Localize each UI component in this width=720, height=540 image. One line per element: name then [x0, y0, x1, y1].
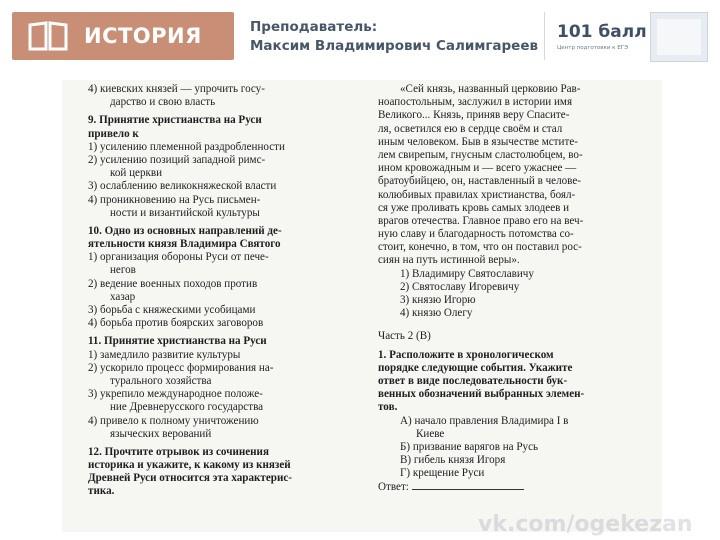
text-line: Великого... Князь, приняв веру Спасите- [378, 109, 570, 122]
text-line: стоит, конечно, в том, что он поставил рос- [378, 241, 582, 254]
text-line: 2) ведение военных походов против [88, 277, 258, 290]
subject-title: ИСТОРИЯ [84, 24, 202, 48]
brand-logo [544, 12, 647, 60]
text-line: иным человеком. Быв в язычестве мстите- [378, 135, 578, 148]
text-line: хазар [110, 290, 136, 303]
text-line: 2) Святославу Игоревичу [400, 280, 520, 293]
text-line: венных обозначений выбранных элемен- [378, 388, 585, 401]
text-line: Г) крещение Руси [400, 467, 485, 480]
text-line: ноапостольным, заслужил в истории имя [378, 96, 573, 109]
page-header [0, 0, 720, 72]
text-line: 4) киевских князей — упрочить госу- [88, 83, 265, 95]
text-line: негов [110, 264, 136, 277]
text-line: 4) борьба против боярских заговоров [88, 317, 264, 330]
text-line: Б) призвание варягов на Русь [400, 440, 539, 453]
text-line: врагов отечества. Главное право его на веч- [378, 214, 584, 227]
open-book-icon [28, 21, 68, 51]
text-line: 3) укрепило международное положе- [88, 388, 263, 401]
text-line: 3) борьба с княжескими усобицами [88, 304, 256, 316]
text-line: лем свирепым, гнусным сластолюбцем, во- [378, 148, 583, 161]
text-line: 12. Прочтите отрывок из сочинения [88, 445, 269, 458]
text-line: историка и укажите, к какому из князей [88, 459, 291, 472]
text-line: дарство и свою власть [110, 96, 216, 109]
text-line: ля, осветился ею в сердце своём и стал [378, 122, 563, 135]
answer-blank [412, 480, 524, 490]
text-line: тика. [88, 485, 115, 498]
text-line: 2) усилению позиций западной римс- [88, 153, 266, 166]
text-line: порядке следующие события. Укажите [378, 361, 573, 374]
text-line: колюбивых правилах христианства, боял- [378, 188, 576, 201]
text-line: кой церкви [110, 167, 163, 180]
left-text-column [88, 83, 324, 499]
text-line: 2) ускорило процесс формирования на- [88, 361, 274, 374]
text-line: 4) князю Олегу [400, 307, 473, 320]
text-line: 1. Расположите в хронологическом [378, 348, 554, 361]
text-line: 11. Принятие христианства на Руси [88, 335, 267, 348]
teacher-name: Максим Владимирович Салимгареев [250, 38, 539, 54]
text-line: ную славу и благодарность потомства со- [378, 228, 574, 241]
right-text-column [378, 83, 624, 494]
text-line: 4) проникновению на Русь письмен- [88, 193, 261, 206]
slide-thumbnail [650, 12, 708, 62]
brand-subtitle: Центр подготовки к ЕГЭ [557, 45, 628, 51]
text-line: 1) Владимиру Святославичу [400, 267, 534, 280]
watermark: vk.com/ogekezan [478, 512, 693, 537]
text-line: 3) ослаблению великокняжеской власти [88, 180, 277, 193]
text-line: 1) организация обороны Руси от пече- [88, 251, 269, 264]
text-line: 9. Принятие христианства на Руси [88, 114, 262, 127]
teacher-info [250, 18, 538, 56]
teacher-label: Преподаватель: [250, 19, 378, 35]
text-line: ятельности князя Владимира Святого [88, 238, 281, 251]
answer-line: Ответ: [378, 480, 624, 493]
text-line: Часть 2 (В) [378, 330, 431, 343]
text-line: «Сей князь, названный церковию Рав- [400, 83, 581, 95]
text-line: сиян на путь истинной веры». [378, 254, 520, 267]
subject-logo [12, 12, 234, 60]
text-line: 4) привело к полному уничтожению [88, 414, 259, 427]
text-line: ности и византийской культуры [110, 206, 260, 219]
brand-name: 101 балл [557, 22, 647, 42]
text-line: ином кровожадным и — всего ужаснее — [378, 162, 577, 175]
text-line: 10. Одно из основных направлений де- [88, 224, 282, 237]
text-line: А) начало правления Владимира I в [400, 414, 569, 427]
text-line: Древней Руси относится эта характерис- [88, 472, 292, 485]
text-line: ние Древнерусского государства [110, 401, 264, 414]
text-line: В) гибель князя Игоря [400, 454, 506, 467]
text-line: языческих верований [110, 427, 212, 440]
text-line: тов. [378, 401, 398, 414]
text-line: братоубийцею, он, наставленный в челове- [378, 175, 581, 188]
text-line: ответ в виде последовательности бук- [378, 374, 568, 387]
text-line: 3) князю Игорю [400, 294, 476, 306]
text-line: Киеве [416, 427, 445, 440]
text-line: привело к [88, 127, 139, 140]
text-line: 1) замедлило развитие культуры [88, 348, 241, 361]
text-line: 1) усилению племенной раздробленности [88, 140, 285, 153]
text-line: турального хозяйства [110, 374, 212, 387]
text-line: ся уже проливать кровь самых злодеев и [378, 201, 570, 214]
